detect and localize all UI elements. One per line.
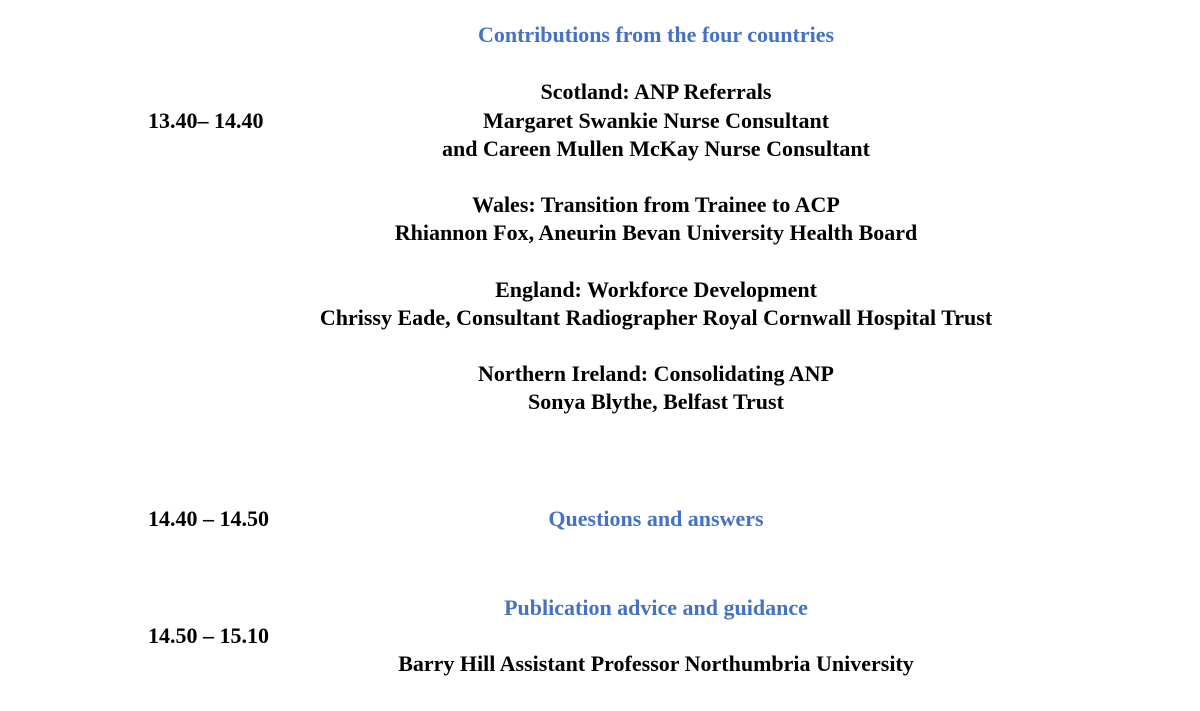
england-speaker: Chrissy Eade, Consultant Radiographer Royal Cornwall Hospital Trust (319, 305, 993, 330)
wales-speaker: Rhiannon Fox, Aneurin Bevan University Health Board (394, 220, 918, 245)
wales-title: Wales: Transition from Trainee to ACP (472, 192, 840, 217)
session-3-time: 14.50 – 15.10 (148, 623, 269, 648)
session-1-time: 13.40– 14.40 (148, 108, 264, 133)
scotland-speaker-2: and Careen Mullen McKay Nurse Consultant (442, 136, 870, 161)
session-3-speaker: Barry Hill Assistant Professor Northumbria University (398, 651, 914, 676)
scotland-title: Scotland: ANP Referrals (540, 79, 772, 104)
session-2-time: 14.40 – 14.50 (148, 506, 269, 531)
england-title: England: Workforce Development (495, 277, 817, 302)
northern-ireland-title: Northern Ireland: Consolidating ANP (478, 361, 834, 386)
scotland-speaker-1: Margaret Swankie Nurse Consultant (482, 108, 830, 133)
session-2-heading: Questions and answers (548, 506, 764, 531)
session-3-heading: Publication advice and guidance (504, 595, 808, 620)
northern-ireland-speaker: Sonya Blythe, Belfast Trust (528, 389, 784, 414)
session-1-heading: Contributions from the four countries (477, 22, 835, 47)
